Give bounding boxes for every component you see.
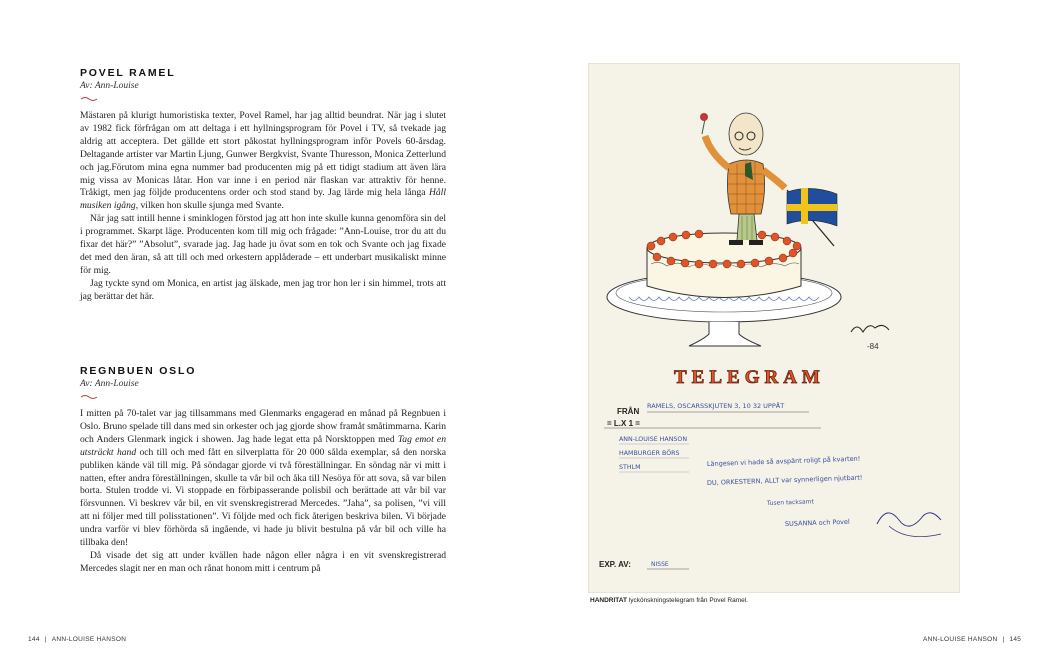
telegram-heading: TELEGRAM [674,367,825,388]
signoff: SUSANNA och Povel [784,517,850,528]
article-body-povel-ramel [80,110,446,304]
paragraph: I mitten på 70-talet var jag tillsammans med Glenmarks engagerad en månad på Regnbuen i Oslo. Bruno spelade till dans med sin orkester och jag gjorde show framåt småtimmarna. Karin och Anders Glenmark ingick i showen. Jag hade legat etta på Norsktoppen med Tag emot en utsträckt hand och till och med fått en silverplatta för 20 000 sålda exemplar, så den norska publiken kände väl till mig. På söndagar gjorde vi två föreställningar. En söndag när vi mitt i natten, efter andra föreställningen, skulle ta vår bil och åka till Nesöya för att sova, så var bilen borta. Stulen trodde vi. Vi stoppade en förbipasserande polisbil och berättade att vår bil var försvunnen. Vi beskrev vår bil, en vit svenskregistrerad Mercedes. ”Jaha”, sa polisen, ”vi vill att ni följer med till polisstationen”. Vi följde med och fick återigen beskriva bilen. Vi började undra varför vi blev förhörda så ingående, vi hade ju blivit bestulna på vår bil och ville ha tillbaka den! [80,408,446,549]
section-title-povel-ramel: POVEL RAMEL [80,67,176,79]
paragraph: Mästaren på klurigt humoristiska texter, Povel Ramel, har jag alltid beundrat. När jag i slutet av 1982 fick förfrågan om att deltaga i ett hyllningsprogram för Povel i TV, så tvekade jag aldrig att acceptera. Det gällde ett stort påkostat hyllningsprogram inför Povels 60-årsdag. Deltagande artister var Martin Ljung, Gunwer Bergkvist, Svante Thuresson, Monica Zetterlund och jag.Förutom mina egna nummer bad producenten mig på ett tidigt stadium att även lära mig vissa av Monicas låtar. Hon var inne i en period när flaskan var attraktiv för henne. Tråkigt, men jag följde producentens order och stod stand by. Jag lärde mig hela långa Håll musiken igång, vilken hon skulle sjunga med Svante. [80,110,446,212]
address-line: HAMBURGER BÖRS [619,450,680,457]
message-line: DU, ORKESTERN, ALLT var synnerligen njutbart! [706,473,863,487]
povel-ramel-caricature [700,113,834,246]
from-value: RAMELS, OSCARSSKJUTEN 3, 10 32 UPPÅT [647,402,785,410]
telegram-image [589,64,959,592]
squiggle-divider-icon [80,96,98,102]
running-author: ANN-LOUISE HANSON [51,636,127,643]
byline: Av: Ann-Louise [80,379,139,389]
signature-year: -84 [867,342,879,351]
swedish-flag-icon [787,188,837,226]
cake-stand [689,322,761,346]
address-line: STHLM [619,464,641,471]
address-line: ANN-LOUISE HANSON [619,436,688,443]
image-caption: HANDRITAT lyckönskningstelegram från Povel Ramel. [590,597,748,604]
exp-label: EXP. AV: [599,560,631,569]
section-title-regnbuen-oslo: REGNBUEN OSLO [80,365,197,377]
footer-left: 144 | ANN-LOUISE HANSON [28,636,127,643]
rose-icon [700,113,708,121]
paragraph: När jag satt intill henne i sminklogen förstod jag att hon inte skulle kunna genomföra sin del i programmet. Skarpt läge. Producenten kom till mig och frågade: ”Ann-Louise, tror du att du fixar det här?” ”Absolut”, svarade jag. Jag hade ju övat som en tok och Svante och jag fixade det med den äran, så att till och med orkestern applåderade – ett underbart musikaliskt minne för mig. [80,213,446,276]
telegram-code: = L.X 1 = [607,419,640,428]
exp-value: NISSE [651,561,669,568]
message-line: Längesen vi hade så avspänt roligt på kvarten! [706,454,861,468]
paragraph: Jag tyckte synd om Monica, en artist jag älskade, men jag tror hon ler i sin himmel, trots att jag berättar det här. [80,277,446,302]
byline: Av: Ann-Louise [80,81,139,91]
message-line: Tusen tacksamt [766,498,814,507]
right-page [519,0,1037,666]
footer-right: ANN-LOUISE HANSON | 145 [923,636,1022,643]
squiggle-divider-icon [80,394,98,400]
page-number: 144 [28,636,40,643]
telegram-illustration [589,64,959,592]
paragraph: Då visade det sig att under kvällen hade någon eller några i en vit svenskregistrerad Mercedes slagit ner en man och rånat honom mitt i centrum på [80,549,446,574]
from-label: FRÅN [617,407,640,416]
article-body-regnbuen-oslo [80,408,446,576]
page-number: 145 [1009,636,1022,643]
running-author: ANN-LOUISE HANSON [923,636,998,643]
left-page [0,0,518,666]
